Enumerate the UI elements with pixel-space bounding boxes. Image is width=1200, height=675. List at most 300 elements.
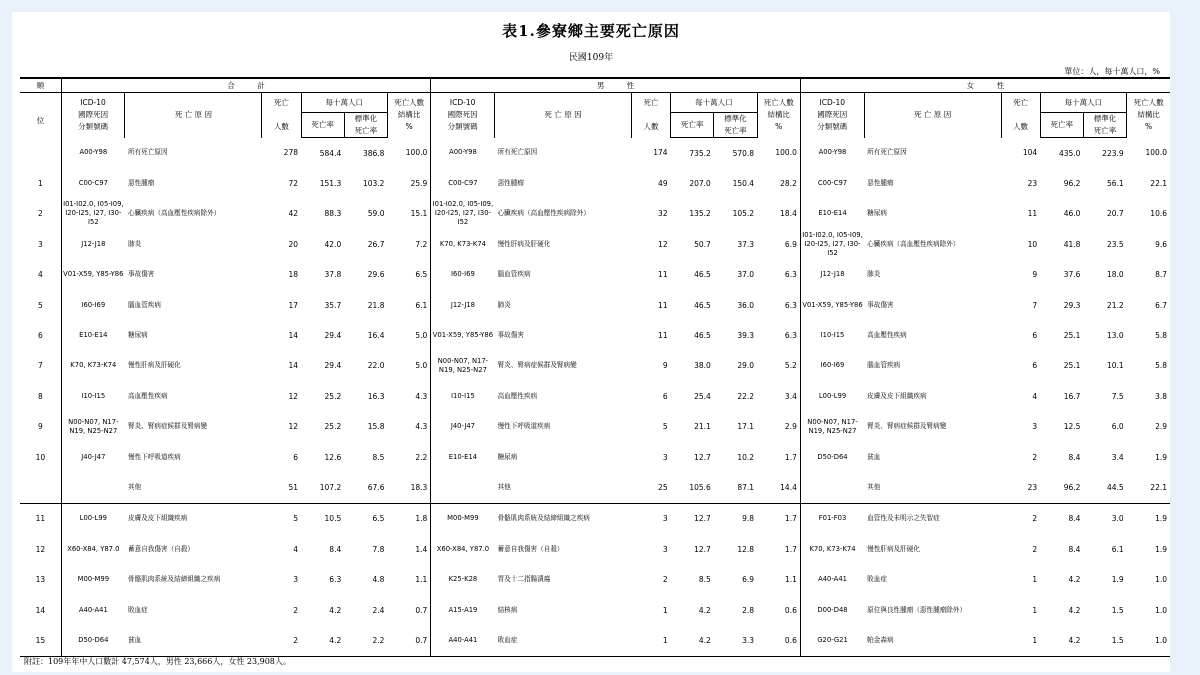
total-cause-cell: 肺炎 [127, 239, 142, 248]
female-deaths-cell: 1 [1001, 625, 1040, 656]
total-deaths-cell: 4 [293, 544, 298, 554]
male-deaths-cell: 12 [658, 239, 668, 249]
total-icd-code-cell: A00-Y98 [61, 138, 125, 169]
female-deaths-cell: 104 [1022, 148, 1038, 158]
male-cause-cell: 肺炎 [497, 300, 511, 309]
male-cause-cell: 惡性腫瘤 [497, 179, 524, 188]
total-icd-code-cell: J12-J18 [61, 229, 125, 259]
header-row-2 [20, 93, 1170, 113]
rank-header-bottom [20, 93, 61, 138]
female-std-bottom: 死亡率 [1093, 126, 1117, 135]
male-pct-mid: 結構比 [767, 110, 790, 120]
male-std-rate-cell: 9.8 [714, 503, 757, 534]
female-deaths-cell: 23 [1027, 179, 1038, 189]
female-rate-cell: 25.1 [1063, 331, 1081, 341]
female-icd-code-cell: I10-I15 [800, 320, 864, 350]
female-deaths-cell: 7 [1032, 300, 1038, 310]
female-deaths-cell: 2 [1001, 503, 1040, 534]
female-rate-cell: 37.6 [1063, 270, 1081, 280]
female-pct-cell: 10.6 [1150, 209, 1167, 219]
total-cause-cell: 其他 [127, 482, 142, 491]
male-std-rate-cell: 105.2 [732, 209, 755, 219]
male-std-rate-cell: 150.4 [732, 179, 755, 189]
total-rate-cell: 8.4 [329, 544, 342, 554]
total-std-rate-cell: 29.6 [367, 270, 385, 280]
male-pct-cell: 6.3 [784, 300, 797, 310]
male-cause-cell: 其他 [497, 482, 511, 491]
total-cause-cell: 慢性下呼吸道疾病 [127, 452, 181, 461]
female-cause-cell: 血管性及未明示之失智症 [864, 503, 1001, 534]
table-row [20, 381, 1170, 411]
table-row [20, 595, 1170, 625]
male-rate-cell: 46.5 [694, 270, 711, 280]
male-rate-header: 死亡率 [671, 113, 714, 138]
female-deaths-cell: 9 [1032, 270, 1038, 280]
female-std-rate-cell: 56.1 [1106, 179, 1124, 189]
total-deaths-cell: 14 [288, 361, 298, 371]
female-pct-cell: 1.0 [1155, 575, 1167, 585]
male-std-rate-cell: 10.2 [737, 452, 755, 462]
male-std-rate-cell: 17.1 [737, 422, 755, 432]
female-icd-code-cell: F01-F03 [800, 503, 864, 534]
male-std-rate-cell: 36.0 [737, 300, 755, 310]
total-pct-cell: 6.1 [415, 300, 428, 310]
total-icd-code-cell: X60-X84, Y87.0 [61, 534, 125, 564]
total-deaths-cell: 6 [293, 452, 298, 462]
female-pct-cell: 9.6 [1155, 239, 1167, 249]
female-cause-cell: 其他 [867, 482, 881, 491]
female-rate-cell: 96.2 [1063, 482, 1081, 492]
female-pct-cell: 5.8 [1155, 361, 1167, 371]
male-icd-code-cell: J40-J47 [431, 412, 495, 442]
male-icd-code-cell: E10-E14 [431, 442, 495, 472]
rank-cell: 9 [37, 422, 43, 432]
total-std-rate-cell: 7.8 [372, 544, 385, 554]
total-pct-cell: 6.5 [415, 270, 428, 280]
male-cause-cell: 敗血症 [495, 625, 632, 656]
female-pct-cell: 3.8 [1155, 391, 1167, 401]
female-deaths-cell: 6 [1032, 331, 1038, 341]
female-std-rate-cell: 20.7 [1106, 209, 1124, 219]
male-cause-cell: 高血壓性疾病 [497, 391, 538, 400]
female-cause-cell: 心臟疾病（高血壓性疾病除外） [867, 239, 960, 248]
total-icd-code-cell: I01-I02.0, I05-I09, I20-I25, I27, I30-I52 [61, 199, 125, 229]
total-rate-cell: 29.4 [324, 331, 342, 341]
female-std-rate-cell: 10.1 [1106, 361, 1124, 371]
male-std-rate-cell: 12.8 [737, 544, 755, 554]
rank-cell: 11 [20, 503, 61, 534]
male-cause-cell: 結核病 [497, 605, 518, 614]
male-rate-cell: 38.0 [694, 361, 711, 371]
total-pct-cell: 1.8 [387, 503, 430, 534]
female-std-rate-cell: 3.4 [1111, 452, 1124, 462]
male-cause-cell: 糖尿病 [497, 452, 518, 461]
male-std-rate-cell: 39.3 [737, 331, 755, 341]
male-icd-code-cell [431, 472, 495, 503]
female-icd-code-cell: C00-C97 [800, 168, 864, 198]
rank-cell: 12 [35, 544, 46, 554]
male-pct-cell: 6.3 [784, 270, 797, 280]
unit-note: 單位：人，每十萬人口，% [1064, 67, 1160, 76]
total-pct-mid: 結構比 [397, 110, 421, 120]
total-pct-cell: 25.9 [410, 179, 428, 189]
total-icd-code-cell: V01-X59, Y85-Y86 [61, 260, 125, 290]
rank-cell [20, 472, 61, 503]
male-pct-bottom: % [775, 122, 783, 132]
table-row [20, 534, 1170, 564]
male-icd-header [431, 93, 495, 138]
rank-cell: 13 [35, 575, 46, 585]
total-pct-cell: 18.3 [410, 482, 428, 492]
table-row [20, 351, 1170, 381]
female-deaths-cell: 11 [1027, 209, 1038, 219]
male-icd-code-cell: C00-C97 [431, 168, 495, 198]
male-rate-cell: 46.5 [694, 331, 711, 341]
male-deaths-cell: 174 [653, 148, 668, 158]
male-pct-cell: 0.6 [784, 605, 797, 615]
male-std-rate-cell: 29.0 [737, 361, 755, 371]
male-icd-line2: 國際死因 [447, 110, 478, 120]
female-deaths-cell: 2 [1032, 544, 1038, 554]
total-deaths-cell: 72 [288, 179, 298, 189]
causes-of-death-table [20, 77, 1170, 657]
rank-cell: 15 [20, 625, 61, 656]
male-std-rate-cell: 570.8 [732, 148, 755, 158]
male-deaths-cell: 25 [658, 482, 668, 492]
total-pct-cell: 5.0 [415, 361, 428, 371]
male-icd-line1: ICD-10 [449, 98, 476, 108]
table-header [20, 78, 1170, 138]
female-rate-cell: 4.2 [1068, 575, 1081, 585]
female-icd-code-cell: J12-J18 [800, 260, 864, 290]
total-pct-cell: 15.1 [410, 209, 428, 219]
female-deaths-cell: 23 [1027, 482, 1038, 492]
female-icd-code-cell: A40-A41 [800, 564, 864, 594]
female-cause-cell: 糖尿病 [867, 209, 887, 218]
female-icd-code-cell: K70, K73-K74 [800, 534, 864, 564]
male-std-rate-header [714, 113, 757, 138]
male-rate-cell: 21.1 [694, 422, 711, 432]
male-rate-cell: 135.2 [689, 209, 711, 219]
total-deaths-cell: 2 [262, 625, 301, 656]
female-rate-cell: 8.4 [1068, 452, 1081, 462]
female-cause-cell: 高血壓性疾病 [867, 331, 907, 340]
total-std-rate-cell: 16.3 [367, 391, 385, 401]
total-cause-cell: 慢性肝病及肝硬化 [127, 361, 181, 370]
female-std-rate-cell: 223.9 [1102, 148, 1124, 158]
male-deaths-cell: 3 [662, 452, 668, 462]
female-group-header: 女 性 [800, 78, 1170, 93]
female-rate-cell: 8.4 [1040, 503, 1083, 534]
female-pct-cell: 6.7 [1155, 300, 1167, 310]
female-icd-code-cell: E10-E14 [800, 199, 864, 229]
total-cause-cell: 敗血症 [127, 605, 148, 614]
table-row [20, 472, 1170, 503]
female-std-rate-header [1083, 113, 1126, 138]
female-cause-cell: 肺炎 [867, 270, 881, 279]
female-rate-cell: 25.1 [1063, 361, 1081, 371]
female-cause-cell: 敗血症 [867, 575, 887, 584]
total-cause-cell: 骨骼肌肉系統及結締組織之疾病 [127, 575, 221, 584]
male-std-bottom: 死亡率 [724, 126, 747, 135]
report-title: 表1.參寮鄉主要死亡原因 [502, 22, 680, 40]
male-rate-cell: 735.2 [689, 148, 711, 158]
female-per100k-header: 每十萬人口 [1040, 93, 1126, 113]
male-icd-code-cell: J12-J18 [431, 290, 495, 320]
male-pct-cell: 28.2 [780, 179, 797, 189]
total-icd-code-cell: N00-N07, N17-N19, N25-N27 [61, 412, 125, 442]
total-std-rate-cell: 103.2 [362, 179, 385, 189]
total-pct-cell: 1.1 [415, 575, 428, 585]
female-pct-cell: 22.1 [1150, 179, 1167, 189]
male-deaths-bottom: 人數 [643, 122, 659, 132]
female-std-rate-cell: 6.0 [1111, 422, 1124, 432]
male-pct-cell: 1.7 [784, 452, 797, 462]
rank-cell: 6 [37, 331, 43, 341]
female-std-rate-cell: 1.5 [1083, 625, 1126, 656]
total-rate-cell: 88.3 [324, 209, 342, 219]
male-icd-code-cell: A15-A19 [431, 595, 495, 625]
male-deaths-cell: 6 [662, 391, 668, 401]
female-pct-cell: 1.9 [1155, 544, 1167, 554]
total-cause-cell: 所有死亡原因 [127, 148, 168, 157]
total-pct-cell: 4.3 [415, 391, 428, 401]
total-pct-bottom: % [405, 122, 413, 132]
female-std-top: 標準化 [1093, 114, 1117, 123]
male-std-rate-cell: 6.9 [742, 575, 755, 585]
table-row [20, 503, 1170, 534]
total-rate-cell: 37.8 [324, 270, 342, 280]
male-std-rate-cell: 2.8 [742, 605, 755, 615]
table-row [20, 320, 1170, 350]
male-deaths-cell: 9 [662, 361, 668, 371]
total-cause-cell: 糖尿病 [127, 331, 148, 340]
total-deaths-cell: 42 [288, 209, 298, 219]
table-row [20, 564, 1170, 594]
total-deaths-cell: 12 [288, 391, 298, 401]
total-rate-cell: 29.4 [324, 361, 342, 371]
male-icd-code-cell: I60-I69 [431, 260, 495, 290]
female-std-rate-cell: 23.5 [1106, 239, 1124, 249]
total-pct-cell: 7.2 [415, 239, 428, 249]
total-rate-cell: 4.2 [329, 605, 342, 615]
male-deaths-cell: 49 [658, 179, 668, 189]
male-rate-cell: 12.7 [694, 452, 711, 462]
female-std-rate-cell: 1.9 [1111, 575, 1124, 585]
female-icd-line2: 國際死因 [817, 110, 848, 120]
male-rate-cell: 4.2 [698, 605, 711, 615]
female-icd-code-cell: I01-I02.0, I05-I09, I20-I25, I27, I30-I52 [800, 229, 864, 259]
table-row [20, 138, 1170, 169]
total-rate-cell: 25.2 [324, 422, 342, 432]
total-cause-cell: 蓄意自我傷害（自殺） [127, 544, 194, 553]
total-deaths-cell: 18 [288, 270, 298, 280]
male-per100k-header: 每十萬人口 [671, 93, 757, 113]
male-std-rate-cell: 37.3 [737, 239, 755, 249]
male-group-header: 男 性 [431, 78, 801, 93]
female-pct-cell: 100.0 [1145, 148, 1167, 158]
rank-header: 順 [20, 78, 61, 93]
female-cause-cell: 原位與良性腫瘤（惡性腫瘤除外） [867, 605, 967, 614]
male-deaths-cell: 3 [662, 544, 668, 554]
rank-cell: 3 [37, 239, 43, 249]
male-icd-code-cell: M00-M99 [431, 503, 495, 534]
female-deaths-cell: 1 [1032, 575, 1038, 585]
male-std-top: 標準化 [724, 114, 747, 123]
total-std-rate-header [344, 113, 387, 138]
female-std-rate-cell: 7.5 [1111, 391, 1124, 401]
male-icd-code-cell: A40-A41 [431, 625, 495, 656]
male-pct-cell: 14.4 [780, 482, 797, 492]
male-icd-line3: 分類號碼 [447, 122, 478, 132]
male-icd-code-cell: K70, K73-K74 [431, 229, 495, 259]
total-std-rate-cell: 386.8 [362, 148, 385, 158]
male-deaths-cell: 5 [662, 422, 668, 432]
female-cause-cell: 事故傷害 [867, 300, 894, 309]
rank-cell: 5 [37, 300, 43, 310]
total-pct-cell: 100.0 [405, 148, 428, 158]
total-rate-cell: 10.5 [301, 503, 344, 534]
male-cause-cell: 蓄意自我傷害（自殺） [497, 544, 564, 553]
male-rate-cell: 8.5 [698, 575, 711, 585]
total-rate-cell: 35.7 [324, 300, 342, 310]
total-deaths-cell: 2 [293, 605, 298, 615]
male-icd-code-cell: X60-X84, Y87.0 [431, 534, 495, 564]
table-body [20, 138, 1170, 657]
male-icd-code-cell: I01-I02.0, I05-I09, I20-I25, I27, I30-I52 [431, 199, 495, 229]
female-cause-cell: 貧血 [867, 452, 881, 461]
male-rate-cell: 105.6 [689, 482, 711, 492]
male-pct-cell: 1.7 [784, 544, 797, 554]
female-icd-code-cell: D00-D48 [800, 595, 864, 625]
total-rate-cell: 12.6 [324, 452, 342, 462]
male-cause-cell: 腎炎、腎病症候群及腎病變 [497, 361, 577, 370]
table-row [20, 229, 1170, 259]
male-pct-cell: 5.2 [784, 361, 797, 371]
male-deaths-cell: 2 [662, 575, 668, 585]
total-per100k-header: 每十萬人口 [301, 93, 387, 113]
female-cause-cell: 腎炎、腎病症候群及腎病變 [867, 422, 947, 431]
total-cause-cell: 腎炎、腎病症候群及腎病變 [127, 422, 208, 431]
female-cause-cell: 帕金森病 [864, 625, 1001, 656]
total-pct-cell: 1.4 [415, 544, 428, 554]
male-std-rate-cell: 87.1 [737, 482, 755, 492]
female-pct-cell: 5.8 [1155, 331, 1167, 341]
male-rate-cell: 25.4 [694, 391, 711, 401]
female-icd-line1: ICD-10 [819, 98, 845, 108]
total-deaths-bottom: 人數 [273, 122, 289, 132]
female-rate-cell: 16.7 [1063, 391, 1081, 401]
female-icd-code-cell: N00-N07, N17-N19, N25-N27 [800, 412, 864, 442]
male-pct-cell: 2.9 [784, 422, 797, 432]
total-icd-code-cell: E10-E14 [61, 320, 125, 350]
female-deaths-cell: 6 [1032, 361, 1038, 371]
female-deaths-header [1001, 93, 1040, 138]
total-cause-cell: 腦血管疾病 [127, 300, 161, 309]
male-pct-cell: 6.3 [784, 331, 797, 341]
male-pct-cell: 1.1 [784, 575, 797, 585]
male-pct-header [757, 93, 800, 138]
female-std-rate-cell: 18.0 [1106, 270, 1124, 280]
male-cause-cell: 心臟疾病（高血壓性疾病除外） [497, 209, 590, 218]
male-icd-code-cell: I10-I15 [431, 381, 495, 411]
female-pct-mid: 結構比 [1137, 110, 1160, 120]
rank-cell: 7 [37, 361, 43, 371]
total-pct-cell: 5.0 [415, 331, 428, 341]
male-rate-cell: 4.2 [671, 625, 714, 656]
male-std-rate-cell: 22.2 [737, 391, 755, 401]
total-cause-cell: 惡性腫瘤 [127, 179, 155, 188]
male-pct-cell: 100.0 [775, 148, 797, 158]
female-icd-header [800, 93, 864, 138]
total-std-rate-cell: 59.0 [367, 209, 385, 219]
total-cause-header: 死 亡 原 因 [125, 93, 262, 138]
male-pct-cell: 3.4 [784, 391, 797, 401]
total-deaths-cell: 20 [288, 239, 298, 249]
female-cause-cell: 皮膚及皮下組織疾病 [867, 391, 927, 400]
female-rate-cell: 96.2 [1063, 179, 1081, 189]
male-rate-cell: 12.7 [671, 503, 714, 534]
female-rate-cell: 46.0 [1063, 209, 1081, 219]
table-row [20, 442, 1170, 472]
total-deaths-cell: 278 [283, 148, 298, 158]
female-cause-cell: 腦血管疾病 [867, 361, 901, 370]
male-cause-cell: 腦血管疾病 [497, 270, 531, 279]
total-std-rate-cell: 15.8 [367, 422, 385, 432]
rank-cell: 10 [35, 452, 46, 462]
female-cause-header: 死 亡 原 因 [864, 93, 1001, 138]
rank-cell: 14 [35, 605, 46, 615]
female-icd-code-cell: I60-I69 [800, 351, 864, 381]
total-std-rate-cell: 8.5 [372, 452, 385, 462]
total-std-rate-cell: 22.0 [367, 361, 385, 371]
male-cause-header: 死 亡 原 因 [495, 93, 632, 138]
total-icd-line2: 國際死因 [78, 110, 109, 120]
total-icd-line3: 分類號碼 [78, 122, 109, 132]
male-pct-top: 死亡人數 [763, 98, 794, 108]
female-std-rate-cell: 6.1 [1111, 544, 1124, 554]
total-deaths-cell: 12 [288, 422, 298, 432]
total-pct-header [387, 93, 430, 138]
total-std-rate-cell: 2.2 [344, 625, 387, 656]
female-rate-cell: 8.4 [1068, 544, 1081, 554]
footnote: 附註：109年年中人口數計 47,574人，男性 23,666人，女性 23,908人。 [24, 657, 291, 666]
total-icd-code-cell: J40-J47 [61, 442, 125, 472]
male-cause-cell: 事故傷害 [497, 331, 524, 340]
male-rate-cell: 50.7 [694, 239, 711, 249]
female-icd-code-cell: A00-Y98 [800, 138, 864, 169]
total-rate-cell: 25.2 [324, 391, 342, 401]
table-row [20, 412, 1170, 442]
female-deaths-cell: 2 [1032, 452, 1038, 462]
total-std-rate-cell: 6.5 [344, 503, 387, 534]
female-pct-cell: 2.9 [1155, 422, 1167, 432]
total-icd-code-cell: I10-I15 [61, 381, 125, 411]
rank-cell: 1 [37, 179, 43, 189]
total-std-rate-cell: 4.8 [372, 575, 385, 585]
female-pct-cell: 8.7 [1155, 270, 1167, 280]
table-row [20, 290, 1170, 320]
total-icd-code-cell: I60-I69 [61, 290, 125, 320]
table-row [20, 199, 1170, 229]
total-icd-code-cell: A40-A41 [61, 595, 125, 625]
rank-label-bottom: 位 [36, 116, 45, 126]
total-deaths-top: 死亡 [273, 98, 289, 108]
report-sheet [12, 12, 1170, 672]
male-deaths-cell: 3 [631, 503, 670, 534]
male-deaths-cell: 11 [658, 270, 668, 280]
male-deaths-cell: 32 [658, 209, 668, 219]
